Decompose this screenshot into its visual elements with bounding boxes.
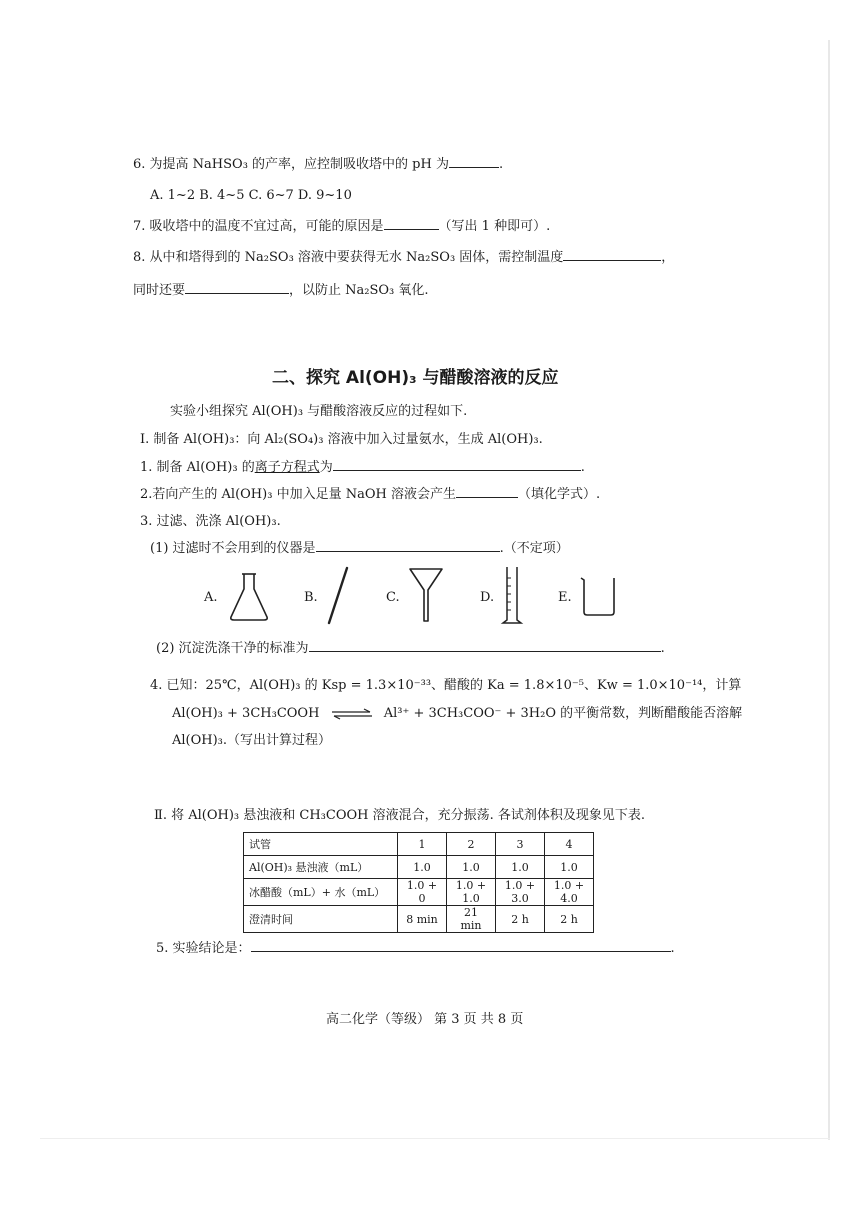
equation-left: Al(OH)₃ + 3CH₃COOH	[172, 706, 320, 721]
table-cell: 2 h	[545, 906, 594, 933]
table-row	[244, 833, 594, 856]
table-cell: 21 min	[447, 906, 496, 933]
question-1	[140, 459, 585, 476]
question-7-text: 7. 吸收塔中的温度不宜过高，可能的原因是	[133, 219, 384, 234]
graduated-cylinder-icon	[500, 564, 524, 626]
question-6	[133, 156, 503, 173]
question-5-text: 5. 实验结论是：	[156, 941, 251, 956]
equation-right: Al³⁺ + 3CH₃COO⁻ + 3H₂O 的平衡常数，判断醋酸能否溶解	[383, 706, 743, 721]
question-8	[133, 249, 674, 266]
table-cell: 4	[545, 833, 594, 856]
question-3: 3. 过滤、洗涤 Al(OH)₃.	[140, 514, 281, 529]
experiment-table	[243, 832, 594, 933]
answer-blank[interactable]	[456, 486, 518, 498]
table-row	[244, 906, 594, 933]
question-7	[133, 218, 550, 235]
question-3-2-text: (2) 沉淀洗涤干净的标准为	[156, 641, 309, 656]
funnel-icon	[408, 566, 444, 624]
question-1-end: .	[580, 460, 585, 475]
scan-bottom-edge	[40, 1138, 830, 1139]
table-row	[244, 879, 594, 906]
question-3-1-text: (1) 过滤时不会用到的仪器是	[150, 541, 316, 556]
table-cell: 冰醋酸（mL）+ 水（mL）	[244, 879, 398, 906]
answer-blank[interactable]	[384, 218, 439, 230]
question-8-line2	[133, 282, 429, 299]
question-2	[140, 486, 600, 503]
question-7-end: （写出 1 种即可）.	[438, 219, 551, 234]
table-cell: 1.0 + 3.0	[496, 879, 545, 906]
question-4-line1: 4. 已知：25℃，Al(OH)₃ 的 Ksp = 1.3×10⁻³³、醋酸的 Ka = 1.8×10⁻⁵、Kw = 1.0×10⁻¹⁴，计算	[150, 678, 742, 693]
question-1-mid: 为	[319, 460, 333, 475]
option-c-label: C.	[386, 590, 400, 605]
question-4-line3: Al(OH)₃.（写出计算过程）	[172, 733, 332, 748]
question-8-end: ，	[661, 250, 675, 265]
table-cell: 试管	[244, 833, 398, 856]
table-cell: 澄清时间	[244, 906, 398, 933]
question-2-text: 2.若向产生的 Al(OH)₃ 中加入足量 NaOH 溶液会产生	[140, 487, 456, 502]
table-cell: 2	[447, 833, 496, 856]
table-cell: Al(OH)₃ 悬浊液（mL）	[244, 856, 398, 879]
table-cell: 1.0	[398, 856, 447, 879]
question-6-options: A. 1~2 B. 4~5 C. 6~7 D. 9~10	[150, 188, 352, 203]
table-cell: 2 h	[496, 906, 545, 933]
question-5-end: .	[670, 941, 675, 956]
question-8-line2-start: 同时还要	[133, 283, 186, 298]
section-title: 二、探究 Al(OH)₃ 与醋酸溶液的反应	[272, 368, 559, 388]
question-1-text: 1. 制备 Al(OH)₃ 的	[140, 460, 255, 475]
question-8-text: 8. 从中和塔得到的 Na₂SO₃ 溶液中要获得无水 Na₂SO₃ 固体，需控制温度	[133, 250, 564, 265]
answer-blank[interactable]	[309, 640, 661, 652]
question-8-line2-end: ，以防止 Na₂SO₃ 氧化.	[289, 283, 429, 298]
table-cell: 8 min	[398, 906, 447, 933]
question-2-end: （填化学式）.	[517, 487, 601, 502]
beaker-icon	[578, 574, 618, 618]
answer-blank[interactable]	[185, 282, 289, 294]
option-d-label: D.	[480, 590, 495, 605]
table-cell: 1.0 + 0	[398, 879, 447, 906]
question-3-2-end: .	[660, 641, 665, 656]
question-3-1	[150, 540, 569, 557]
answer-blank[interactable]	[316, 540, 500, 552]
answer-blank[interactable]	[333, 459, 581, 471]
question-3-2	[156, 640, 665, 657]
table-cell: 1.0 + 4.0	[545, 879, 594, 906]
question-6-end: .	[498, 157, 504, 172]
table-cell: 3	[496, 833, 545, 856]
question-3-1-end: .（不定项）	[499, 541, 569, 556]
section-intro: 实验小组探究 Al(OH)₃ 与醋酸溶液反应的过程如下.	[170, 404, 468, 419]
option-b-label: B.	[304, 590, 318, 605]
question-4-line2	[172, 706, 742, 722]
table-row	[244, 856, 594, 879]
conical-flask-icon	[228, 571, 270, 623]
step-2: Ⅱ. 将 Al(OH)₃ 悬浊液和 CH₃COOH 溶液混合，充分振荡. 各试剂体积及现象见下表.	[154, 808, 646, 823]
page-footer: 高二化学（等级） 第 3 页 共 8 页	[326, 1012, 524, 1027]
scan-edge	[828, 40, 830, 1140]
answer-blank[interactable]	[449, 156, 499, 168]
table-cell: 1	[398, 833, 447, 856]
option-e-label: E.	[558, 590, 572, 605]
equilibrium-arrow-icon	[330, 708, 374, 720]
answer-blank[interactable]	[251, 940, 671, 952]
table-cell: 1.0	[447, 856, 496, 879]
step-1: Ⅰ. 制备 Al(OH)₃：向 Al₂(SO₄)₃ 溶液中加入过量氨水，生成 Al(OH)₃.	[140, 432, 543, 447]
answer-blank[interactable]	[563, 249, 661, 261]
question-5	[156, 940, 675, 957]
question-1-underlined: 离子方程式	[254, 460, 320, 475]
question-6-text: 6. 为提高 NaHSO₃ 的产率，应控制吸收塔中的 pH 为	[133, 157, 449, 172]
table-cell: 1.0	[496, 856, 545, 879]
table-cell: 1.0	[545, 856, 594, 879]
option-a-label: A.	[204, 590, 218, 605]
table-cell: 1.0 + 1.0	[447, 879, 496, 906]
glass-rod-icon	[325, 565, 351, 627]
